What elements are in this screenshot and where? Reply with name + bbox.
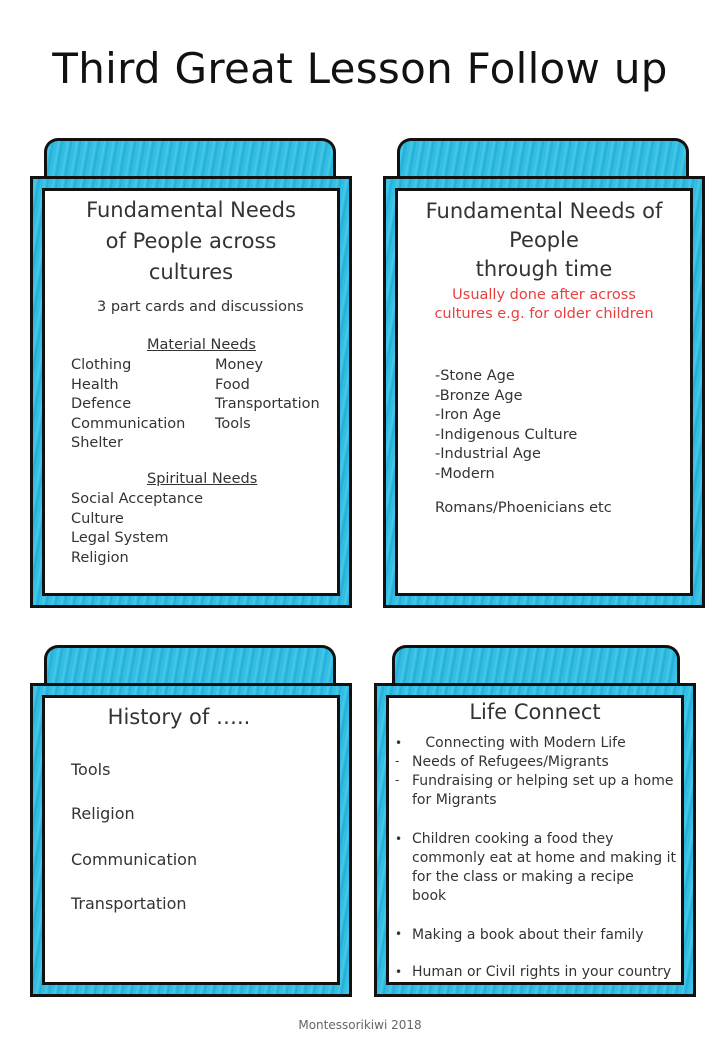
card-needs-through-time (383, 138, 705, 608)
list-item: Tools (71, 760, 111, 779)
list-item: Food (215, 376, 250, 393)
list-item: Needs of Refugees/Migrants (412, 754, 609, 770)
spiritual-needs-list (71, 490, 203, 568)
list-item: -Bronze Age (435, 387, 523, 404)
list-item: Connecting with Modern Life (412, 735, 626, 751)
bullet-marker: • (395, 736, 403, 750)
card-content (395, 188, 693, 596)
list-item: Transportation (71, 894, 187, 913)
bullet-marker: - (395, 773, 400, 787)
list-item: Children cooking a food they commonly eat at home and making it for the class or making a recipe book (412, 831, 676, 904)
list-item: -Industrial Age (435, 446, 541, 462)
card-frame (30, 176, 352, 608)
card-note: Usually done after across cultures e.g. for older children (434, 287, 654, 322)
list-item: Money (215, 357, 264, 373)
card-history-of (30, 645, 352, 997)
card-needs-across-cultures (30, 138, 352, 608)
list-item: Social Acceptance (71, 491, 203, 507)
list-item: Tools (215, 415, 251, 432)
material-needs-heading: Material Needs (147, 337, 256, 353)
card-heading: History of ….. (107, 705, 251, 729)
list-item: -Stone Age (435, 368, 515, 384)
list-item: Communication (71, 415, 186, 432)
list-item: Legal System (71, 530, 169, 546)
list-item: Shelter (71, 435, 123, 451)
list-item: -Indigenous Culture (435, 426, 578, 443)
card-life-connect (374, 645, 696, 997)
ages-list (435, 367, 577, 484)
list-item: Clothing (71, 357, 132, 373)
bullet-marker: • (395, 927, 403, 941)
bullet-marker: • (395, 965, 403, 979)
card-heading: Fundamental Needs of People through time (425, 199, 663, 281)
card-heading: Life Connect (469, 700, 601, 724)
card-frame (383, 176, 705, 608)
list-item: Transportation (215, 396, 320, 412)
list-item: Culture (71, 510, 124, 527)
list-item: -Modern (435, 465, 495, 482)
list-item: Religion (71, 804, 135, 823)
list-item: Communication (71, 850, 198, 869)
card-content (386, 695, 684, 985)
list-item: Making a book about their family (412, 927, 644, 943)
list-item: Fundraising or helping set up a home for Migrants (412, 773, 674, 808)
list-item: -Iron Age (435, 407, 501, 423)
bullet-marker: • (395, 832, 403, 846)
card-frame (374, 683, 696, 997)
bullet-marker: - (395, 754, 400, 768)
footer-credit: Montessorikiwi 2018 (298, 1018, 422, 1032)
list-item: Religion (71, 549, 129, 566)
card-frame (30, 683, 352, 997)
page-title: Third Great Lesson Follow up (52, 44, 668, 93)
extra-note: Romans/Phoenicians etc (435, 500, 612, 516)
spiritual-needs-heading: Spiritual Needs (147, 471, 258, 487)
list-item: Defence (71, 396, 132, 412)
list-item: Health (71, 376, 119, 393)
card-subtitle: 3 part cards and discussions (97, 299, 304, 315)
card-heading: Fundamental Needs of People across cultures (86, 198, 296, 284)
list-item: Human or Civil rights in your country (412, 964, 672, 980)
material-needs-left-list (71, 356, 185, 454)
card-content (42, 188, 340, 596)
card-content (42, 695, 340, 985)
material-needs-right-list (215, 356, 320, 434)
